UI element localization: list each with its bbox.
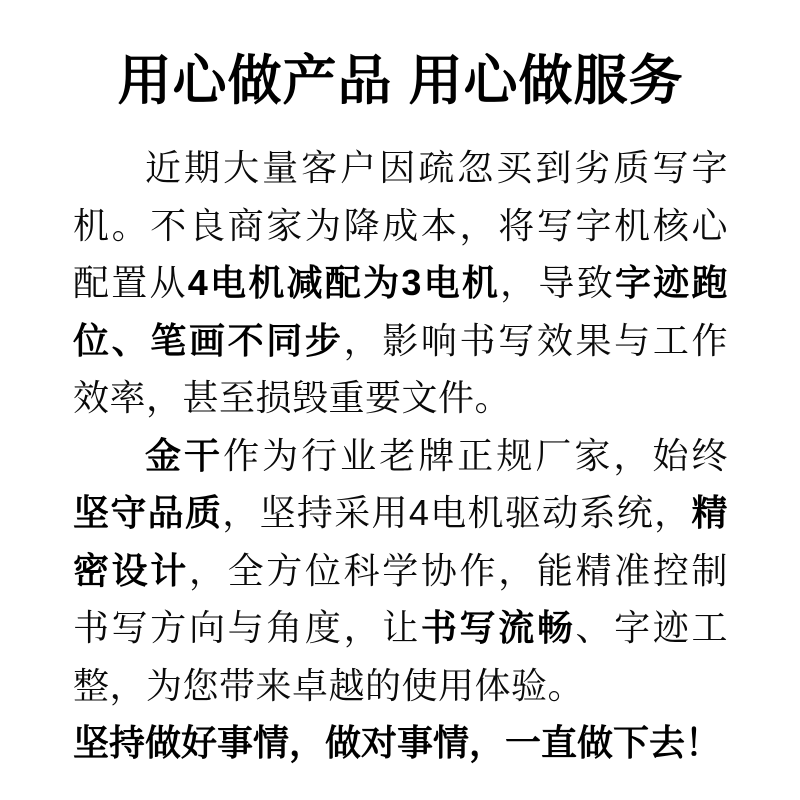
brand-name: 金干 [145, 434, 224, 476]
text-segment-bold: 4电机减配为3电机 [187, 262, 501, 303]
text-segment-bold: 书写流畅 [420, 607, 576, 648]
text-segment-bold: 精密设计 [73, 492, 728, 591]
text-segment: 作为行业老牌正规厂家，始终 [223, 434, 728, 476]
text-segment: 近期大量客户因疏忽买到劣质写字机。不良商家为降成本，将写字机核心配置从 [73, 147, 728, 303]
paragraph-brand-promise [73, 427, 728, 715]
text-segment-bold: 字迹跑位、笔画不同步 [73, 262, 728, 361]
text-segment: ，坚持采用4电机驱动系统， [222, 492, 692, 533]
text-segment: ，导致 [500, 262, 615, 303]
text-segment: 、字迹工整，为您带来卓越的使用体验。 [73, 607, 728, 706]
paragraph-quality-warning [73, 139, 728, 427]
text-segment: ，影响书写效果与工作效率，甚至损毁重要文件。 [73, 319, 728, 418]
slogan-line: 坚持做好事情，做对事情，一直做下去！ [73, 722, 722, 763]
text-segment: ，全方位科学协作，能精准控制书写方向与角度，让 [73, 549, 728, 648]
page-title: 用心做产品 用心做服务 [117, 51, 684, 111]
text-segment-bold: 坚守品质 [73, 492, 223, 533]
